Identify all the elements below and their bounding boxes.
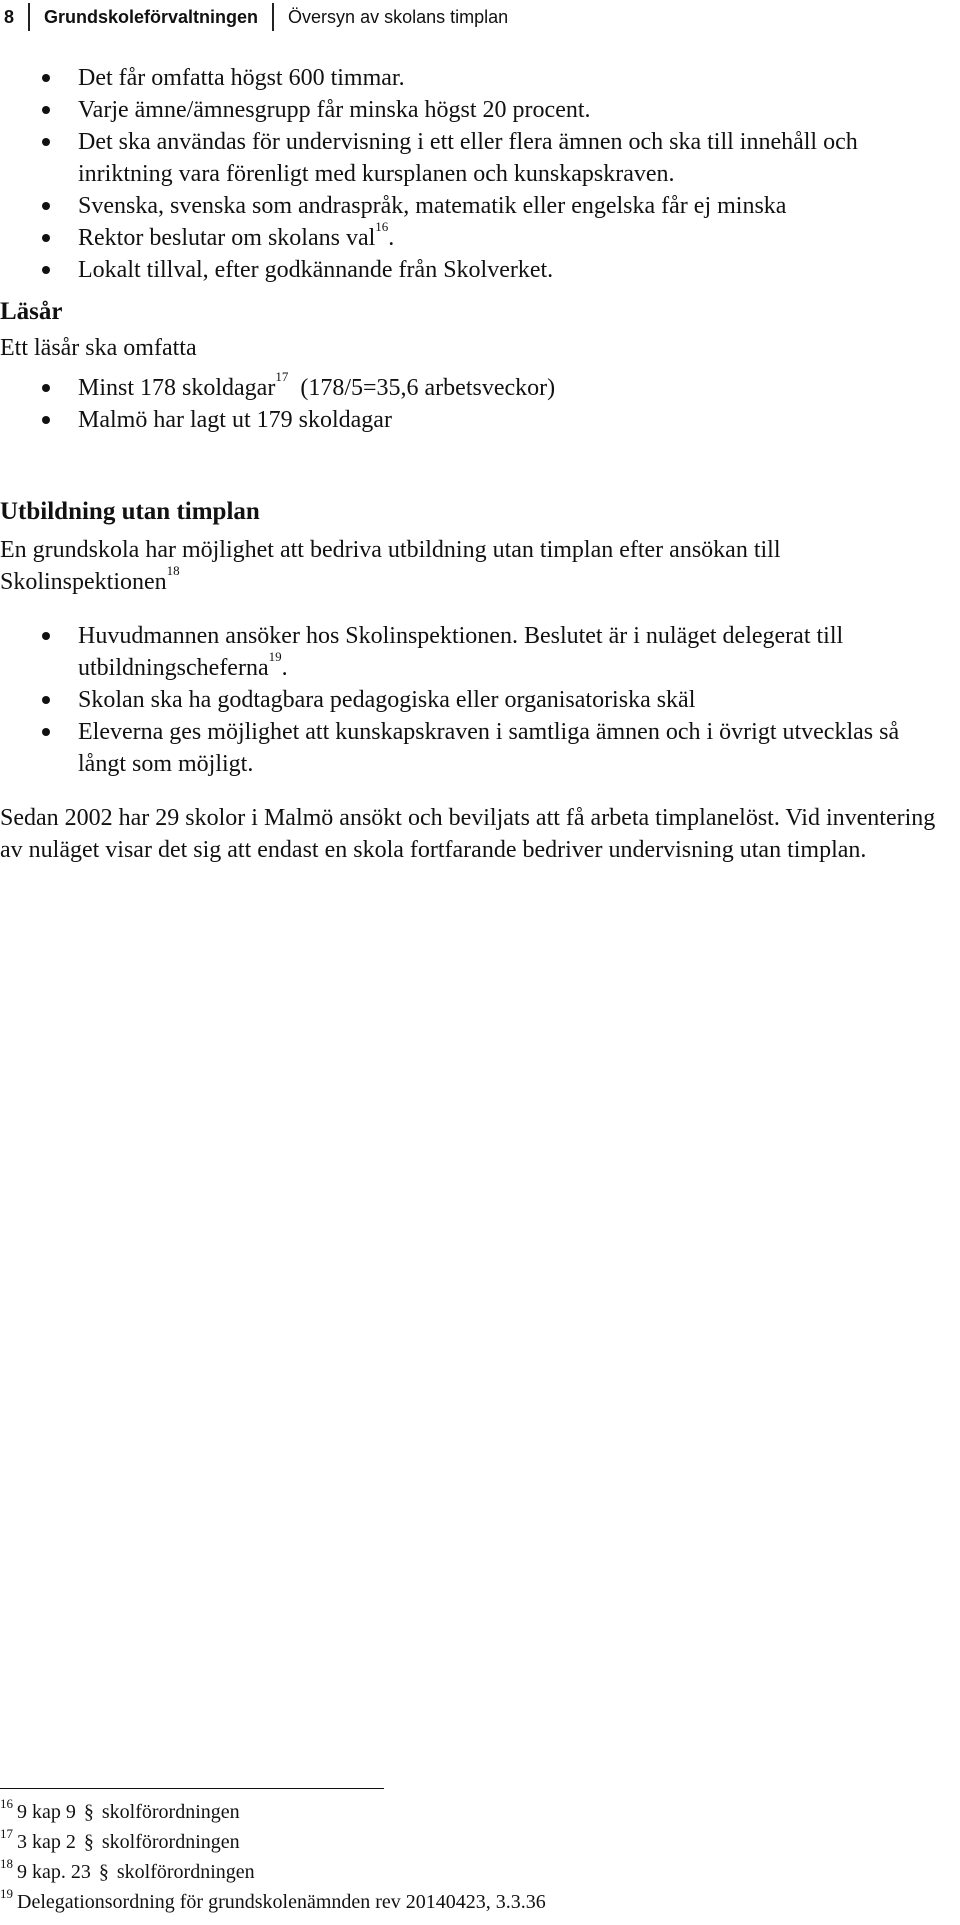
document-body [0,62,958,866]
footnotes [0,1788,958,1917]
closing-paragraph: Sedan 2002 har 29 skolor i Malmö ansökt och beviljats att få arbeta timplanelöst. Vid inventering av nuläget visar det sig att endast en skola fortfarande bedriver undervisning utan timplan. [0,805,936,863]
footnote: $^{17}$ 3 kap 2 § skolförordningen [0,1826,240,1853]
list-item: Svenska, svenska som andraspråk, matematik eller engelska får ej minska [0,190,958,222]
footnote-ref: 19 [268,649,282,664]
footnote: $^{16}$ 9 kap 9 § skolförordningen [0,1796,240,1823]
footnote-ref: 18 [166,563,180,578]
header-divider [272,3,274,31]
page-header [4,2,508,32]
lasar-list [0,369,958,436]
utan-timplan-list [0,620,958,780]
list-item: Det får omfatta högst 600 timmar. [0,62,958,94]
list-item: Det ska användas för undervisning i ett eller flera ämnen och ska till innehåll och inriktning vara förenligt med kursplanen och kunskapskraven. [0,126,958,190]
section-heading-utan-timplan: Utbildning utan timplan [0,498,260,525]
page-number: 8 [4,6,15,27]
section-sign-icon: § [83,1831,94,1853]
list-item: Eleverna ges möjlighet att kunskapskraven i samtliga ämnen och i övrigt utvecklas så långt som möjligt. [0,716,958,780]
section-sign-icon: § [83,1801,94,1823]
section-heading-lasar: Läsår [0,298,63,325]
header-divider [28,3,30,31]
footnote-ref: 17 [275,369,289,384]
list-item: Minst 178 skoldagar$^{17}$ (178/5=35,6 arbetsveckor) [0,372,958,404]
document-title: Översyn av skolans timplan [288,6,509,27]
rules-list [0,62,958,286]
list-item: Skolan ska ha godtagbara pedagogiska eller organisatoriska skäl [0,684,958,716]
footnote: $^{18}$ 9 kap. 23 § skolförordningen [0,1856,255,1883]
lasar-intro: Ett läsår ska omfatta [0,335,197,361]
list-item: Lokalt tillval, efter godkännande från Skolverket. [0,254,958,286]
organization-name: Grundskoleförvaltningen [44,6,259,27]
footnote: $^{19}$ Delegationsordning för grundskolenämnden rev 20140423, 3.3.36 [0,1886,546,1913]
footnote-separator [0,1788,384,1789]
list-item: Huvudmannen ansöker hos Skolinspektionen. Beslutet är i nuläget delegerat till utbildningscheferna$^{19}$. [0,620,958,684]
list-item: Rektor beslutar om skolans val$^{16}$. [0,222,958,254]
list-item: Malmö har lagt ut 179 skoldagar [0,404,958,436]
utan-timplan-intro: En grundskola har möjlighet att bedriva utbildning utan timplan efter ansökan till Skolinspektionen$^{18}$ [0,537,781,595]
footnote-ref: 16 [375,219,389,234]
section-sign-icon: § [98,1861,109,1883]
list-item: Varje ämne/ämnesgrupp får minska högst 20 procent. [0,94,958,126]
